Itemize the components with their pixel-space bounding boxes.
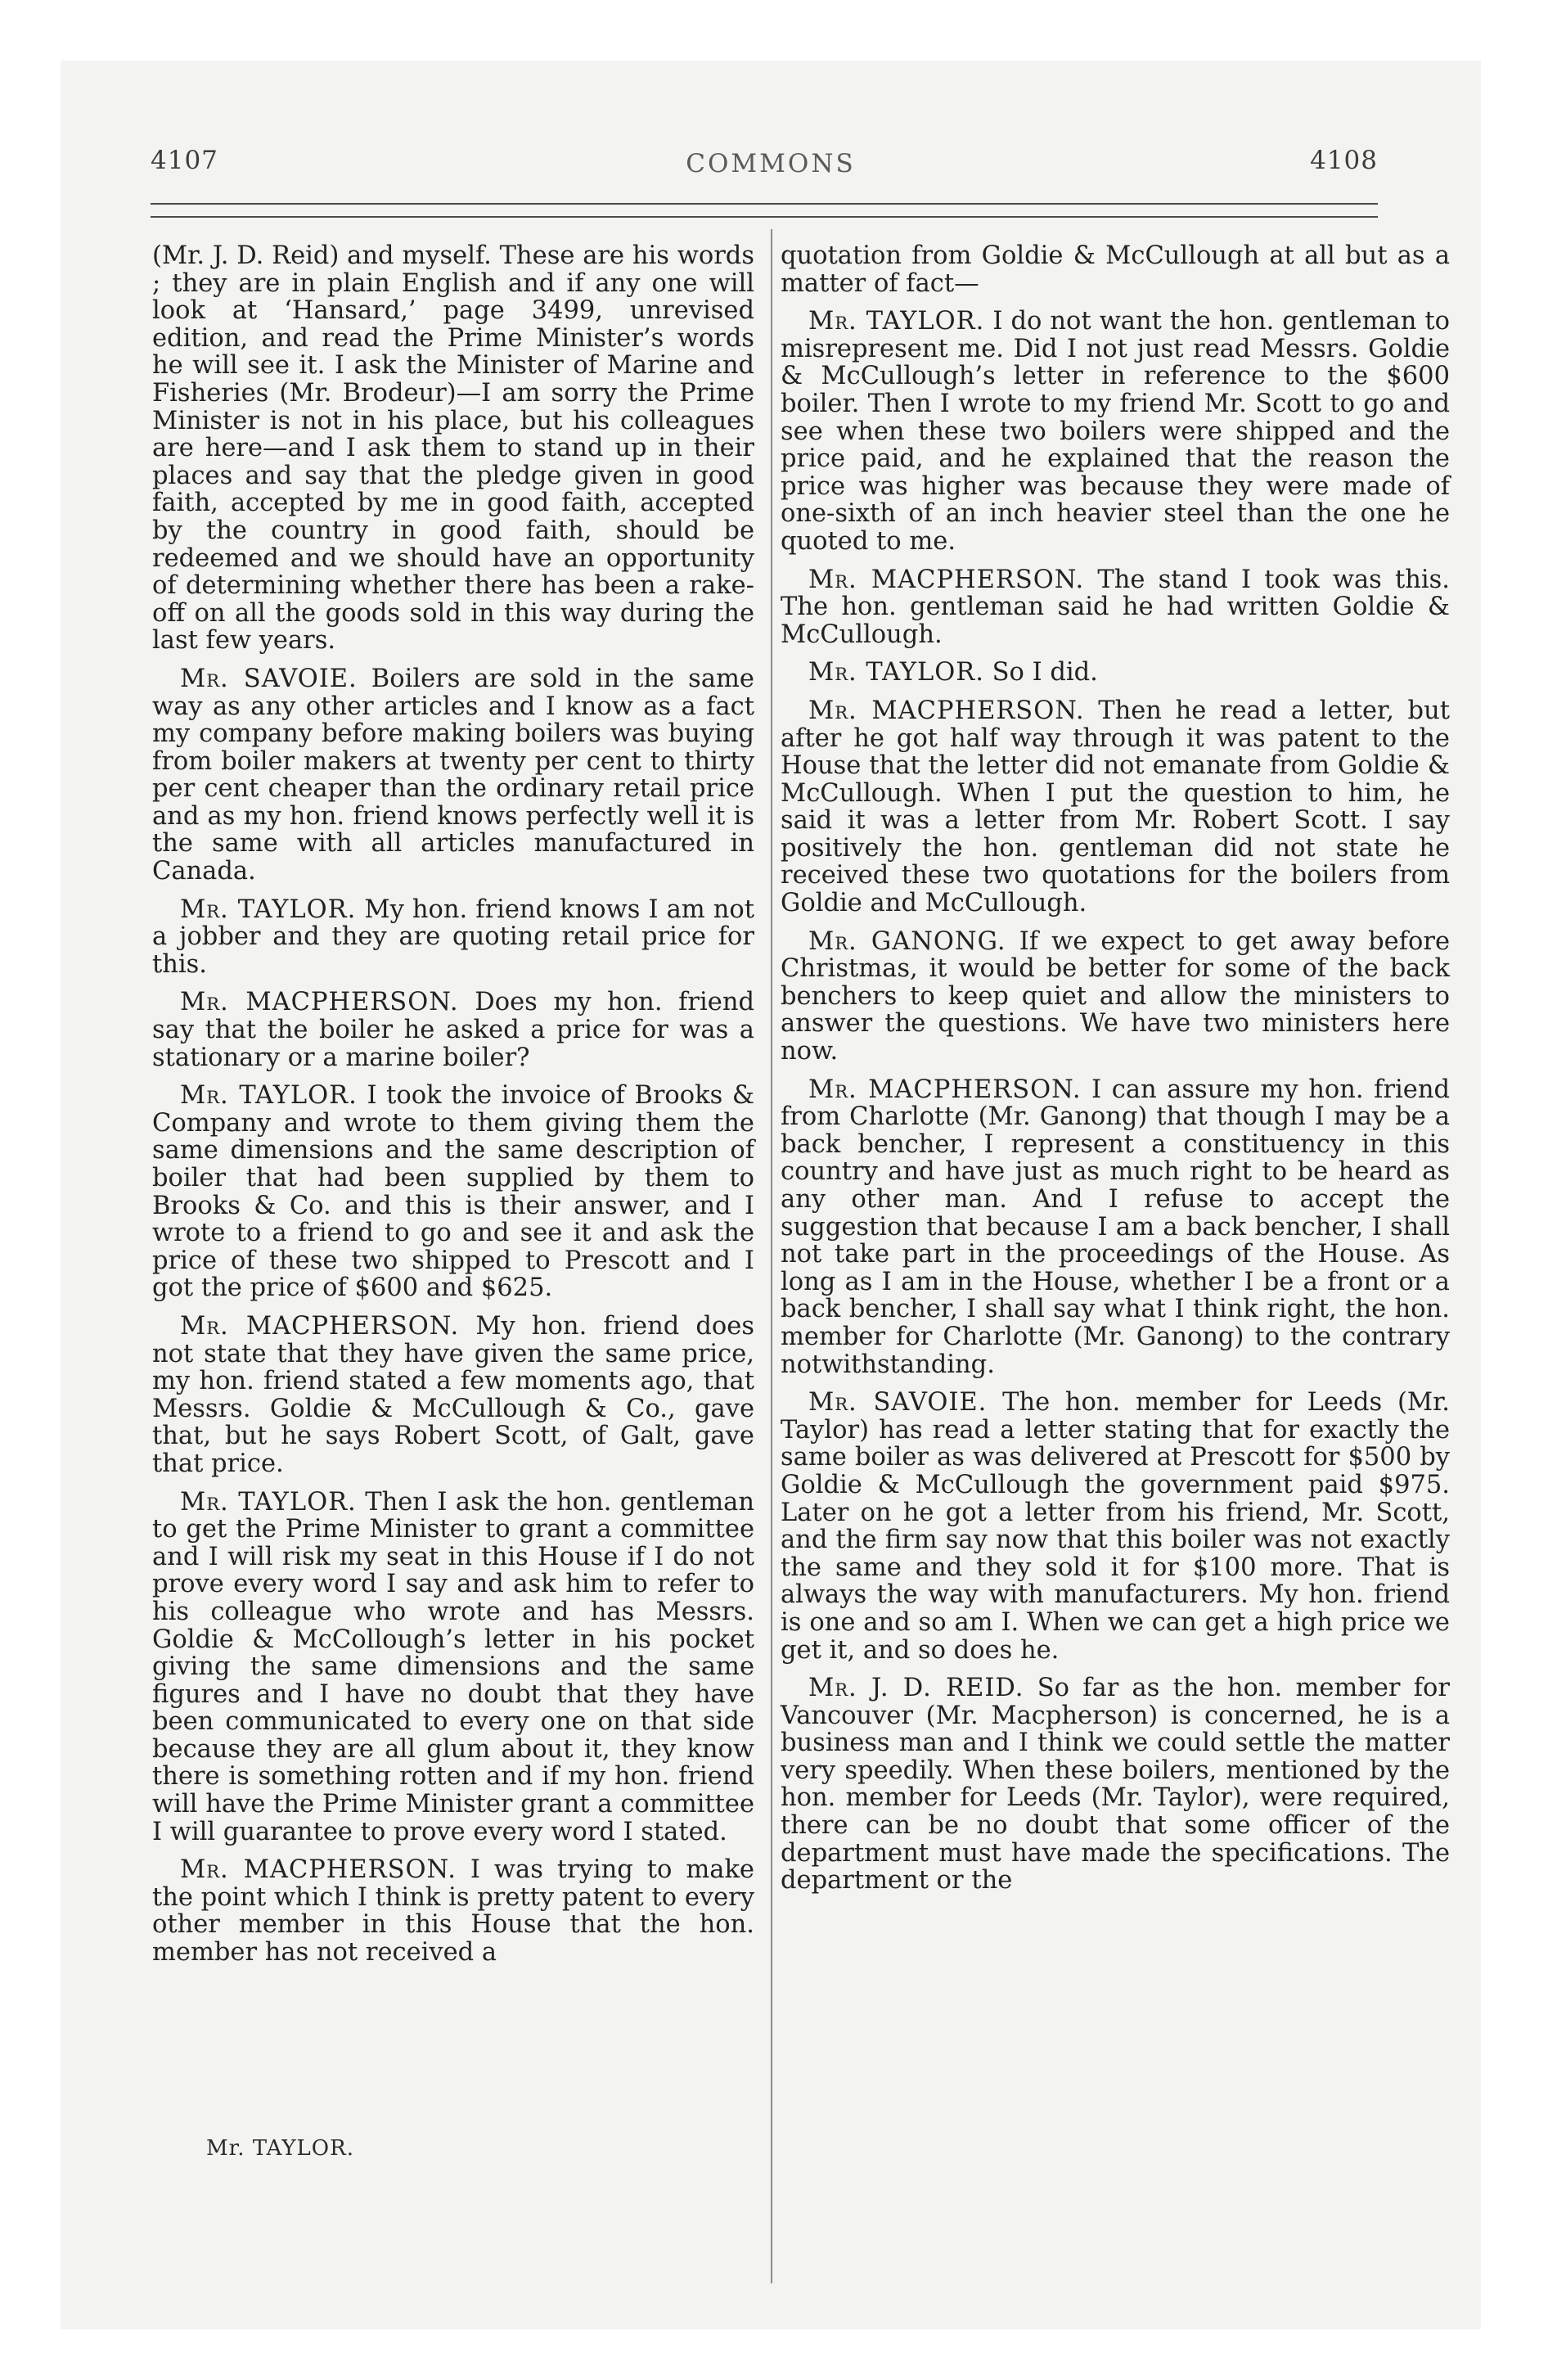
header-rule-top [151,203,1378,205]
header-rule-bottom [151,216,1378,218]
paragraph-text: My hon. friend knows I am not a jobber and they are quoting retail price for this. [152,895,754,979]
paragraph-text: I do not want the hon. gentleman to misrepresent me. Did I not just read Messrs. Goldie & McCullough’s letter in reference to the $600 boiler. Then I wrote to my friend Mr. Scott to go and see when these two boilers were shipped and the price paid, and he explained that the reason the price was higher was because they were made of one-sixth of an inch heavier steel than the one he quoted to me. [781,307,1450,556]
paragraph-text: If we expect to get away before Christmas, it would be better for some of the back benchers to keep quiet and allow the ministers to answer the questions. We have two ministers here now. [781,926,1450,1066]
paragraph [152,1856,754,1966]
paragraph [152,896,754,979]
paragraph [781,1076,1450,1379]
paragraph-text: Then I ask the hon. gentleman to get the Prime Minister to grant a committee and I will risk my seat in this House if I do not prove every word I say and ask him to refer to his colleague who wrote and has Messrs. Goldie & McCollough’s letter in his pocket giving the same dimensions and the same figures and I have no doubt that they have been communicated to every one on that side because they are all glum about it, they know there is something rotten and if my hon. friend will have the Prime Minister grant a committee I will guarantee to prove every word I stated. [152,1487,755,1846]
paragraph [152,1489,754,1846]
paragraph-text: quotation from Goldie & McCullough at all but as a matter of fact— [781,241,1450,298]
speaker-name: Mr. SAVOIE. [808,1388,988,1418]
speaker-name: Mr. MACPHERSON. [180,1311,460,1341]
paragraph-text: Boilers are sold in the same way as any other articles and I know as a fact my company before making boilers was buying from boiler makers at twenty per cent to thirty per cent cheaper than the ordinary retail price and as my hon. friend knows perfectly well it is the same with all articles manufactured in Canada. [152,664,754,886]
speaker-name: Mr. SAVOIE. [180,664,358,693]
page-header [61,61,1481,208]
speaker-name: Mr. MACPHERSON. [180,988,459,1017]
speaker-name: Mr. MACPHERSON. [808,1075,1082,1104]
paragraph [152,1082,754,1302]
paragraph-text: The hon. member for Leeds (Mr. Taylor) has read a letter stating that for exactly the same boiler as was delivered at Prescott for $500 by Goldie & McCullough the government paid $975. Later on he got a letter from his friend, Mr. Scott, and the firm say now that this boiler was not exactly the same and they sold it for $100 more. That is always the way with manufacturers. My hon. friend is one and so am I. When we can get a high price we get it, and so does he. [781,1388,1450,1665]
speaker-name: Mr. TAYLOR. [180,1487,357,1517]
page-number-left: 4107 [151,146,218,175]
speaker-name: Mr. TAYLOR. [808,658,984,687]
speaker-name: Mr. TAYLOR. [180,1081,358,1111]
left-column [152,242,754,1977]
paragraph [781,566,1450,649]
paragraph [781,697,1450,917]
speaker-name: Mr. J. D. REID. [808,1674,1024,1703]
paragraph [781,928,1450,1066]
speaker-name: Mr. MACPHERSON. [180,1855,457,1885]
right-column [781,242,1450,1905]
paragraph [152,1313,754,1478]
paragraph [781,242,1450,297]
paragraph [781,1389,1450,1664]
catchword: Mr. TAYLOR. [206,2136,354,2161]
paragraph [781,659,1450,687]
paragraph [781,308,1450,555]
paragraph [152,665,754,886]
paragraph-text: Then he read a letter, but after he got half way through it was patent to the House that the letter did not emanate from Goldie & McCullough. When I put the question to him, he said it was a letter from Mr. Robert Scott. I say positively the hon. gentleman did not state he received these two quotations for the boilers from Goldie and McCullough. [781,696,1450,918]
paragraph-text: So far as the hon. member for Vancouver (Mr. Macpherson) is concerned, he is a business man and I think we could settle the matter very speedily. When these boilers, mentioned by the hon. member for Leeds (Mr. Taylor), were required, there can be no doubt that some officer of the department must have made the specifications. The department or the [781,1674,1450,1895]
speaker-name: Mr. MACPHERSON. [808,565,1085,594]
paragraph-text: So I did. [992,658,1098,687]
paragraph-text: I took the invoice of Brooks & Company and wrote to them giving them the same dimensions and the same description of boiler that had been supplied by them to Brooks & Co. and this is their answer, and I wrote to a friend to go and see it and ask the price of these two shipped to Prescott and I got the price of $600 and $625. [152,1081,754,1303]
paragraph [152,242,754,655]
paragraph-text: I was trying to make the point which I think is pretty patent to every other member in this House that the hon. member has not received a [152,1855,754,1968]
speaker-name: Mr. TAYLOR. [808,307,985,336]
paragraph-text: (Mr. J. D. Reid) and myself. These are his words ; they are in plain English and if any one will look at ‘Hansard,’ page 3499, unrevised edition, and read the Prime Minister’s words he will see it. I ask the Minister of Marine and Fisheries (Mr. Brodeur)—I am sorry the Prime Minister is not in his place, but his colleagues are here—and I ask them to stand up in their places and say that the pledge given in good faith, accepted by me in good faith, accepted by the country in good faith, should be redeemed and we should have an opportunity of determining whether there has been a rake-off on all the goods sold in this way during the last few years. [152,241,754,656]
page-number-right: 4108 [1310,146,1378,175]
speaker-name: Mr. MACPHERSON. [808,696,1085,725]
paragraph [781,1675,1450,1895]
column-divider [771,229,772,2283]
speaker-name: Mr. TAYLOR. [180,895,357,924]
paragraph [152,989,754,1071]
running-head: COMMONS [686,149,856,178]
paragraph-text: Does my hon. friend say that the boiler he asked a price for was a stationary or a marine boiler? [152,988,754,1072]
paragraph-text: The stand I took was this. The hon. gentleman said he had written Goldie & McCullough. [781,565,1450,649]
speaker-name: Mr. GANONG. [808,926,1006,956]
page-sheet [61,61,1481,2329]
paragraph-text: My hon. friend does not state that they have given the same price, my hon. friend stated a few moments ago, that Messrs. Goldie & McCullough & Co., gave that, but he says Robert Scott, of Galt, gave that price. [152,1311,754,1478]
paragraph-text: I can assure my hon. friend from Charlotte (Mr. Ganong) that though I may be a back bencher, I represent a constituency in this country and have just as much right to be heard as any other man. And I refuse to accept the suggestion that because I am a back bencher, I shall not take part in the proceedings of the House. As long as I am in the House, whether I be a front or a back bencher, I shall say what I think right, the hon. member for Charlotte (Mr. Ganong) to the contrary notwithstanding. [781,1075,1450,1379]
